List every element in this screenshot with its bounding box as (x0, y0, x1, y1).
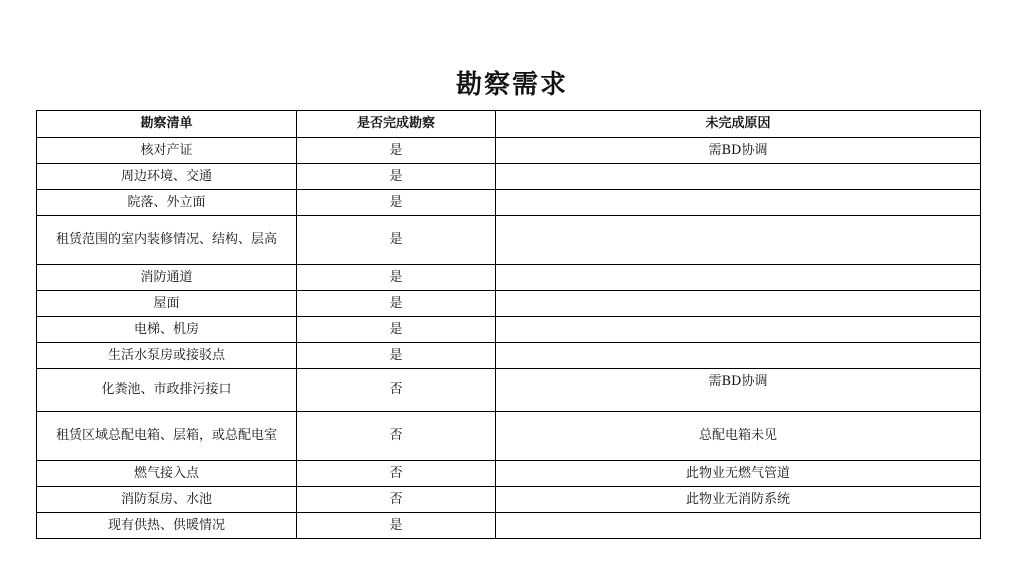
table-row (37, 461, 981, 487)
done-cell: 是 (297, 317, 496, 343)
item-cell: 周边环境、交通 (37, 164, 297, 190)
header-completed: 是否完成勘察 (297, 111, 496, 138)
table-row (37, 412, 981, 461)
reason-cell (496, 513, 981, 539)
done-cell: 否 (297, 412, 496, 461)
survey-table (36, 110, 981, 539)
table-row (37, 487, 981, 513)
reason-cell (496, 216, 981, 265)
item-cell: 院落、外立面 (37, 190, 297, 216)
item-cell: 核对产证 (37, 138, 297, 164)
header-checklist: 勘察清单 (37, 111, 297, 138)
done-cell: 是 (297, 343, 496, 369)
table-row (37, 216, 981, 265)
reason-cell (496, 343, 981, 369)
reason-cell: 需BD协调 (496, 138, 981, 164)
reason-cell: 此物业无消防系统 (496, 487, 981, 513)
done-cell: 否 (297, 487, 496, 513)
done-cell: 否 (297, 461, 496, 487)
item-cell: 电梯、机房 (37, 317, 297, 343)
table-row (37, 138, 981, 164)
table-row (37, 513, 981, 539)
reason-cell (496, 317, 981, 343)
table-row (37, 265, 981, 291)
page-title: 勘察需求 (455, 70, 568, 100)
done-cell: 是 (297, 190, 496, 216)
done-cell: 是 (297, 513, 496, 539)
table-row (37, 190, 981, 216)
item-cell: 生活水泵房或接驳点 (37, 343, 297, 369)
done-cell: 是 (297, 138, 496, 164)
item-cell: 燃气接入点 (37, 461, 297, 487)
table-row (37, 164, 981, 190)
item-cell: 消防通道 (37, 265, 297, 291)
table-header-row (37, 111, 981, 138)
reason-cell (496, 164, 981, 190)
item-cell: 化粪池、市政排污接口 (37, 369, 297, 412)
reason-cell: 需BD协调 (496, 369, 981, 412)
reason-cell: 总配电箱未见 (496, 412, 981, 461)
header-reason: 未完成原因 (496, 111, 981, 138)
item-cell: 屋面 (37, 291, 297, 317)
table-row (37, 369, 981, 412)
table-row (37, 291, 981, 317)
reason-cell (496, 190, 981, 216)
done-cell: 否 (297, 369, 496, 412)
table-row (37, 317, 981, 343)
done-cell: 是 (297, 164, 496, 190)
item-cell: 现有供热、供暖情况 (37, 513, 297, 539)
item-cell: 消防泵房、水池 (37, 487, 297, 513)
reason-cell (496, 265, 981, 291)
reason-cell (496, 291, 981, 317)
done-cell: 是 (297, 265, 496, 291)
reason-cell: 此物业无燃气管道 (496, 461, 981, 487)
table-row (37, 343, 981, 369)
item-cell: 租赁范围的室内装修情况、结构、层高 (37, 216, 297, 265)
item-cell: 租赁区域总配电箱、层箱，或总配电室 (37, 412, 297, 461)
done-cell: 是 (297, 216, 496, 265)
done-cell: 是 (297, 291, 496, 317)
